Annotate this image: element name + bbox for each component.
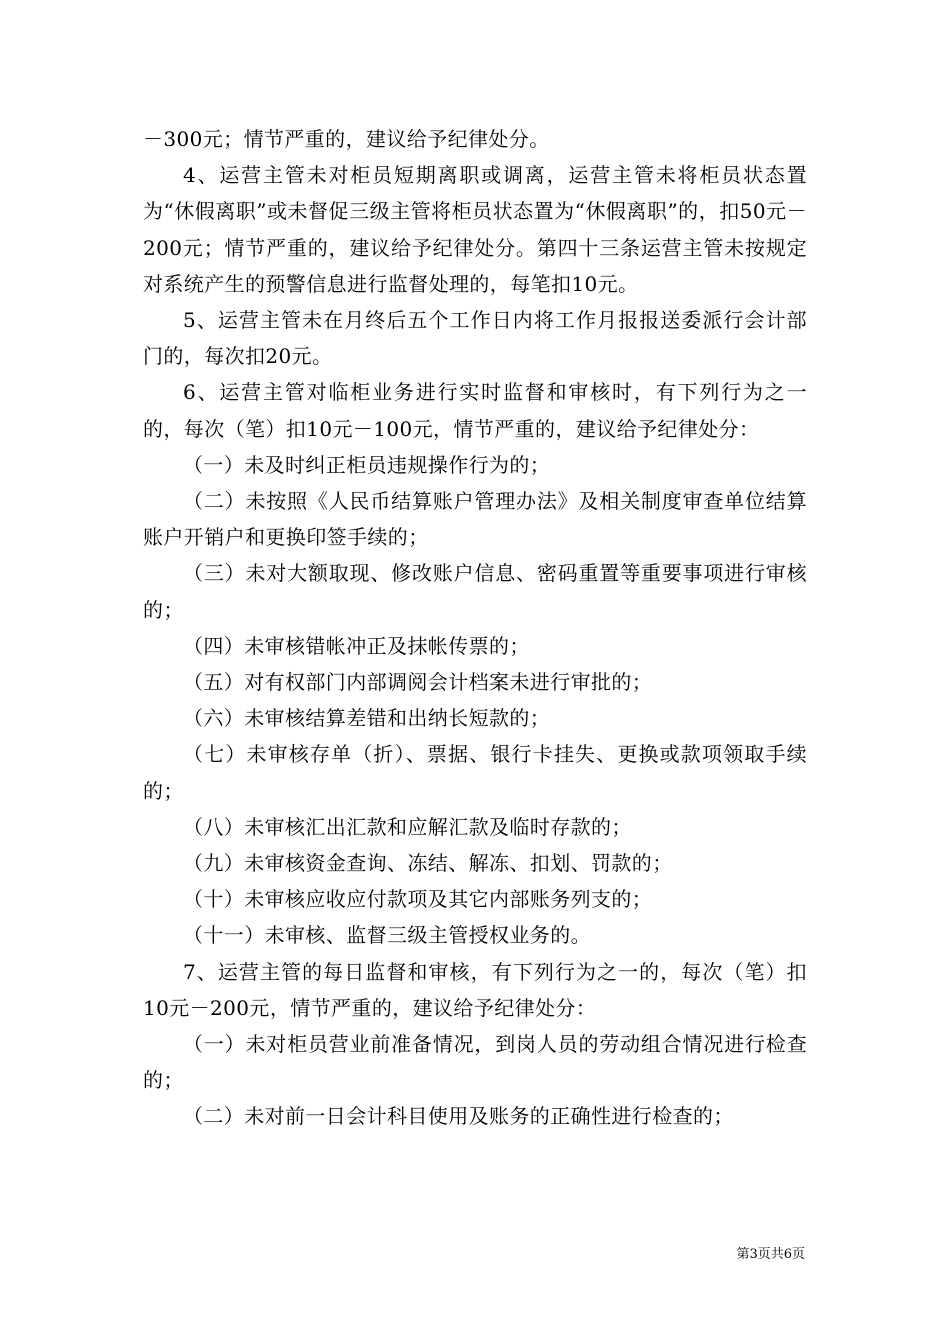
paragraph: （四）未审核错帐冲正及抹帐传票的； bbox=[183, 633, 530, 658]
document-body bbox=[143, 121, 807, 1135]
paragraph: 5、运营主管未在月终后五个工作日内将工作月报报送委派行会计部门的，每次扣20元。 bbox=[143, 308, 807, 369]
paragraph: 4、运营主管未对柜员短期离职或调离，运营主管未将柜员状态置为“休假离职”或未督促三级主管将柜员状态置为“休假离职”的，扣50元－200元；情节严重的，建议给予纪律处分。第四十三条运营主管未按规定对系统产生的预警信息进行监督处理的，每笔扣10元。 bbox=[143, 163, 807, 296]
paragraph: －300元；情节严重的，建议给予纪律处分。 bbox=[143, 127, 550, 151]
paragraph: （二）未按照《人民币结算账户管理办法》及相关制度审查单位结算账户开销户和更换印签手续的； bbox=[143, 489, 807, 550]
paragraph: 7、运营主管的每日监督和审核，有下列行为之一的，每次（笔）扣10元－200元，情节严重的，建议给予纪律处分： bbox=[143, 959, 807, 1020]
paragraph: （三）未对大额取现、修改账户信息、密码重置等重要事项进行审核的； bbox=[143, 561, 807, 622]
paragraph: 6、运营主管对临柜业务进行实时监督和审核时，有下列行为之一的，每次（笔）扣10元－100元，情节严重的，建议给予纪律处分： bbox=[143, 380, 807, 441]
paragraph: （十一）未审核、监督三级主管授权业务的。 bbox=[183, 923, 591, 948]
paragraph: （七）未审核存单（折）、票据、银行卡挂失、更换或款项领取手续的； bbox=[143, 742, 807, 803]
paragraph: （九）未审核资金查询、冻结、解冻、扣划、罚款的； bbox=[183, 851, 673, 876]
paragraph: （十）未审核应收应付款项及其它内部账务列支的； bbox=[183, 887, 653, 912]
paragraph: （六）未审核结算差错和出纳长短款的； bbox=[183, 706, 551, 731]
page-number: 第3页共6页 bbox=[736, 1247, 805, 1262]
paragraph: （一）未对柜员营业前准备情况，到岗人员的劳动组合情况进行检查的； bbox=[143, 1032, 807, 1093]
paragraph: （五）对有权部门内部调阅会计档案未进行审批的； bbox=[183, 670, 653, 695]
paragraph: （二）未对前一日会计科目使用及账务的正确性进行检查的； bbox=[183, 1104, 734, 1129]
paragraph: （一）未及时纠正柜员违规操作行为的； bbox=[183, 452, 551, 477]
paragraph: （八）未审核汇出汇款和应解汇款及临时存款的； bbox=[183, 814, 632, 839]
